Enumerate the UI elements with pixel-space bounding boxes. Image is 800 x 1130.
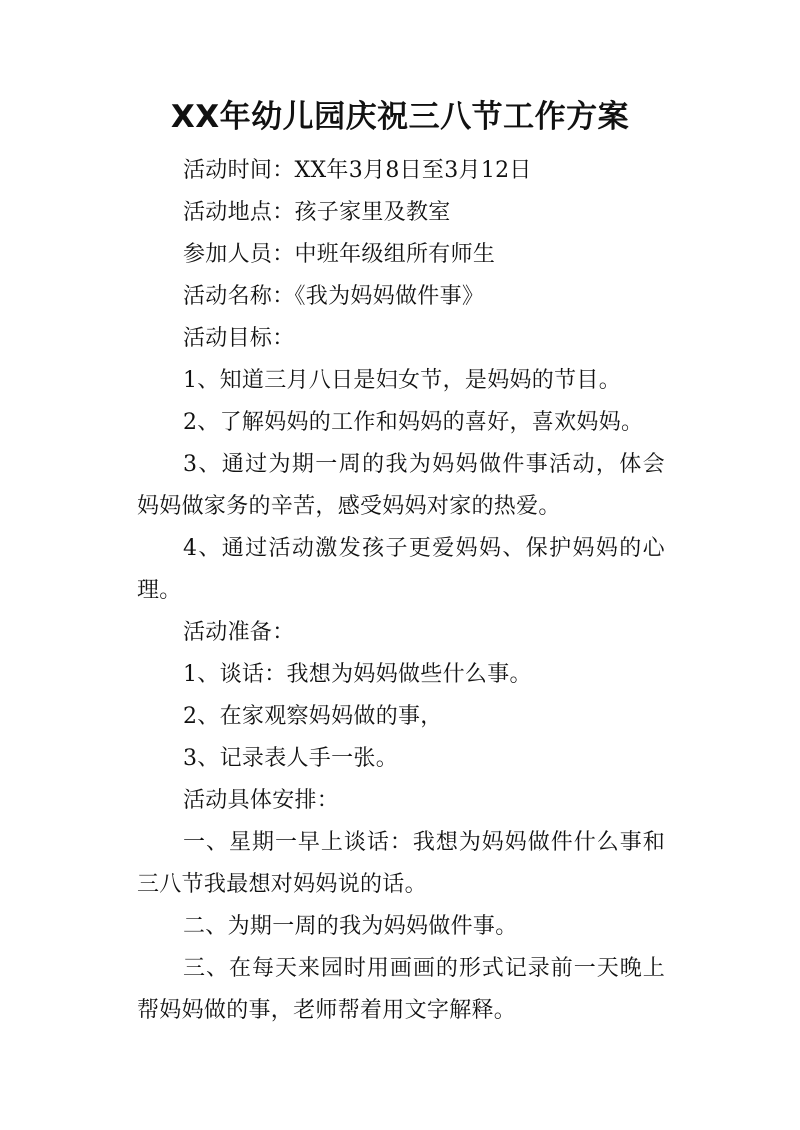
paragraph-schedule-2: 二、为期一周的我为妈妈做件事。 — [183, 914, 518, 939]
paragraph-activity-location: 活动地点：孩子家里及教室 — [183, 200, 451, 225]
paragraph-preparation-1: 1、谈话：我想为妈妈做些什么事。 — [183, 662, 532, 687]
paragraph-goal-2: 2、了解妈妈的工作和妈妈的喜好，喜欢妈妈。 — [183, 410, 644, 435]
paragraph-schedule-heading: 活动具体安排： — [183, 788, 340, 813]
document-title: XX年幼儿园庆祝三八节工作方案 — [170, 99, 630, 135]
paragraph-preparation-3: 3、记录表人手一张。 — [183, 746, 398, 771]
paragraph-activity-name: 活动名称：《我为妈妈做件事》 — [183, 284, 485, 309]
paragraph-schedule-3: 三、在每天来园时用画画的形式记录前一天晚上帮妈妈做的事，老师帮着用文字解释。 — [137, 956, 665, 1023]
paragraph-goals-heading: 活动目标： — [183, 326, 295, 351]
paragraph-schedule-1: 一、星期一早上谈话：我想为妈妈做件什么事和三八节我最想对妈妈说的话。 — [137, 830, 665, 897]
paragraph-participants: 参加人员：中班年级组所有师生 — [183, 242, 496, 267]
paragraph-preparation-2: 2、在家观察妈妈做的事， — [183, 704, 443, 729]
paragraph-goal-4: 4、通过活动激发孩子更爱妈妈、保护妈妈的心理。 — [137, 536, 665, 603]
paragraph-goal-1: 1、知道三月八日是妇女节，是妈妈的节目。 — [183, 368, 621, 393]
paragraph-goal-3: 3、通过为期一周的我为妈妈做件事活动，体会妈妈做家务的辛苦，感受妈妈对家的热爱。 — [137, 452, 665, 519]
paragraph-preparation-heading: 活动准备： — [183, 620, 295, 645]
paragraph-activity-time: 活动时间：XX年3月8日至3月12日 — [183, 158, 532, 183]
document-body — [137, 150, 665, 1032]
